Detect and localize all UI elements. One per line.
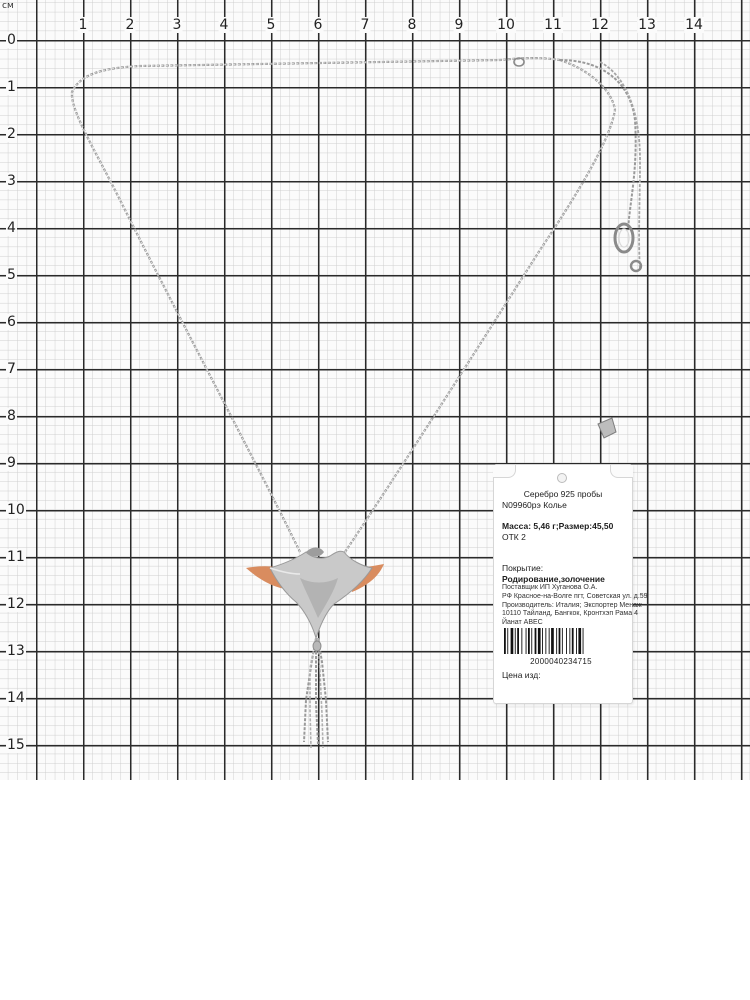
manta-ray-pendant bbox=[246, 548, 384, 749]
left-tick-label: 7 bbox=[7, 361, 16, 377]
top-tick-label: 12 bbox=[591, 17, 609, 33]
top-tick-label: 1 bbox=[78, 17, 88, 33]
barcode-bar bbox=[578, 628, 581, 654]
barcode-bar bbox=[562, 628, 563, 654]
left-tick-label: 5 bbox=[7, 267, 16, 283]
barcode-bar bbox=[566, 628, 567, 654]
left-tick-label: 4 bbox=[7, 220, 16, 236]
chain-left-strand bbox=[72, 58, 560, 552]
top-tick-label: 10 bbox=[497, 17, 515, 33]
barcode-number: 2000040234715 bbox=[530, 656, 592, 666]
tag-otk-line: ОТК 2 bbox=[502, 531, 526, 542]
top-tick-label: 5 bbox=[266, 17, 276, 33]
lobster-clasp bbox=[615, 224, 641, 271]
top-tick-label: 6 bbox=[313, 17, 323, 33]
barcode-bar bbox=[572, 628, 574, 654]
barcode-bar bbox=[504, 628, 506, 654]
left-tick-label: 13 bbox=[7, 643, 25, 659]
tag-price-label: Цена изд: bbox=[502, 670, 541, 681]
tag-charm bbox=[598, 418, 616, 438]
barcode-bar bbox=[515, 628, 516, 654]
barcode-bar bbox=[528, 628, 530, 654]
top-tick-label: 4 bbox=[219, 17, 229, 33]
barcode-bar bbox=[507, 628, 508, 654]
barcode-bar bbox=[535, 628, 537, 654]
left-tick-label: 12 bbox=[7, 596, 25, 612]
left-tick-label: 10 bbox=[7, 502, 25, 518]
top-tick-label: 7 bbox=[360, 17, 370, 33]
top-tick-label: 3 bbox=[172, 17, 182, 33]
ruler-unit-label: см bbox=[2, 1, 14, 11]
tag-supplier-line-2: РФ Красное-на-Волге пгт, Советская ул. д.59 bbox=[502, 592, 648, 600]
tag-article-line: N09960рэ Колье bbox=[502, 499, 567, 510]
barcode-bar bbox=[576, 628, 577, 654]
top-tick-label: 2 bbox=[125, 17, 135, 33]
barcode-bar bbox=[549, 628, 550, 654]
barcode-bar bbox=[569, 628, 570, 654]
barcode bbox=[502, 628, 620, 654]
tag-notch-right bbox=[610, 465, 633, 478]
tag-supplier-line-4: 10110 Тайланд, Бангкок, Кронтхэп Рама 4 bbox=[502, 610, 638, 618]
tag-supplier-line-1: Поставщик ИП Хуганова О.А. bbox=[502, 584, 598, 591]
tag-supplier-line-3: Производитель: Италия; Экспортер Менаж bbox=[502, 601, 642, 609]
left-tick-label: 0 bbox=[7, 32, 16, 48]
top-tick-label: 13 bbox=[638, 17, 656, 33]
left-tick-label: 11 bbox=[7, 549, 25, 565]
tag-notch-left bbox=[493, 465, 516, 478]
barcode-bar bbox=[542, 628, 543, 654]
barcode-bar bbox=[511, 628, 514, 654]
barcode-bar bbox=[517, 628, 519, 654]
left-tick-label: 9 bbox=[7, 455, 16, 471]
top-tick-label: 14 bbox=[685, 17, 703, 33]
tag-coating-label: Покрытие: bbox=[502, 563, 544, 573]
top-tick-label: 8 bbox=[407, 17, 417, 33]
barcode-bar bbox=[526, 628, 527, 654]
barcode-bar bbox=[531, 628, 532, 654]
barcode-bar bbox=[559, 628, 561, 654]
left-tick-label: 6 bbox=[7, 314, 16, 330]
left-tick-label: 14 bbox=[7, 690, 25, 706]
left-tick-label: 8 bbox=[7, 408, 16, 424]
left-tick-label: 15 bbox=[7, 737, 25, 753]
barcode-bar bbox=[556, 628, 557, 654]
tag-hole bbox=[557, 473, 567, 483]
left-tick-label: 1 bbox=[7, 79, 16, 95]
barcode-bar bbox=[545, 628, 546, 654]
left-tick-label: 2 bbox=[7, 126, 16, 142]
barcode-bar bbox=[551, 628, 554, 654]
price-tag bbox=[493, 464, 648, 704]
tag-supplier-line-5: Йанат АВЕС bbox=[502, 619, 543, 627]
barcode-bar bbox=[521, 628, 522, 654]
tag-weight-size-line: Масса: 5,46 г;Размер:45,50 bbox=[502, 521, 614, 531]
barcode-bar bbox=[538, 628, 541, 654]
top-tick-label: 11 bbox=[544, 17, 562, 33]
left-tick-label: 3 bbox=[7, 173, 16, 189]
tag-metal-line: Серебро 925 пробы bbox=[523, 489, 603, 499]
barcode-bar bbox=[583, 628, 584, 654]
tag-coating-value: Родирование,золочение bbox=[502, 573, 605, 584]
top-tick-label: 9 bbox=[454, 17, 464, 33]
